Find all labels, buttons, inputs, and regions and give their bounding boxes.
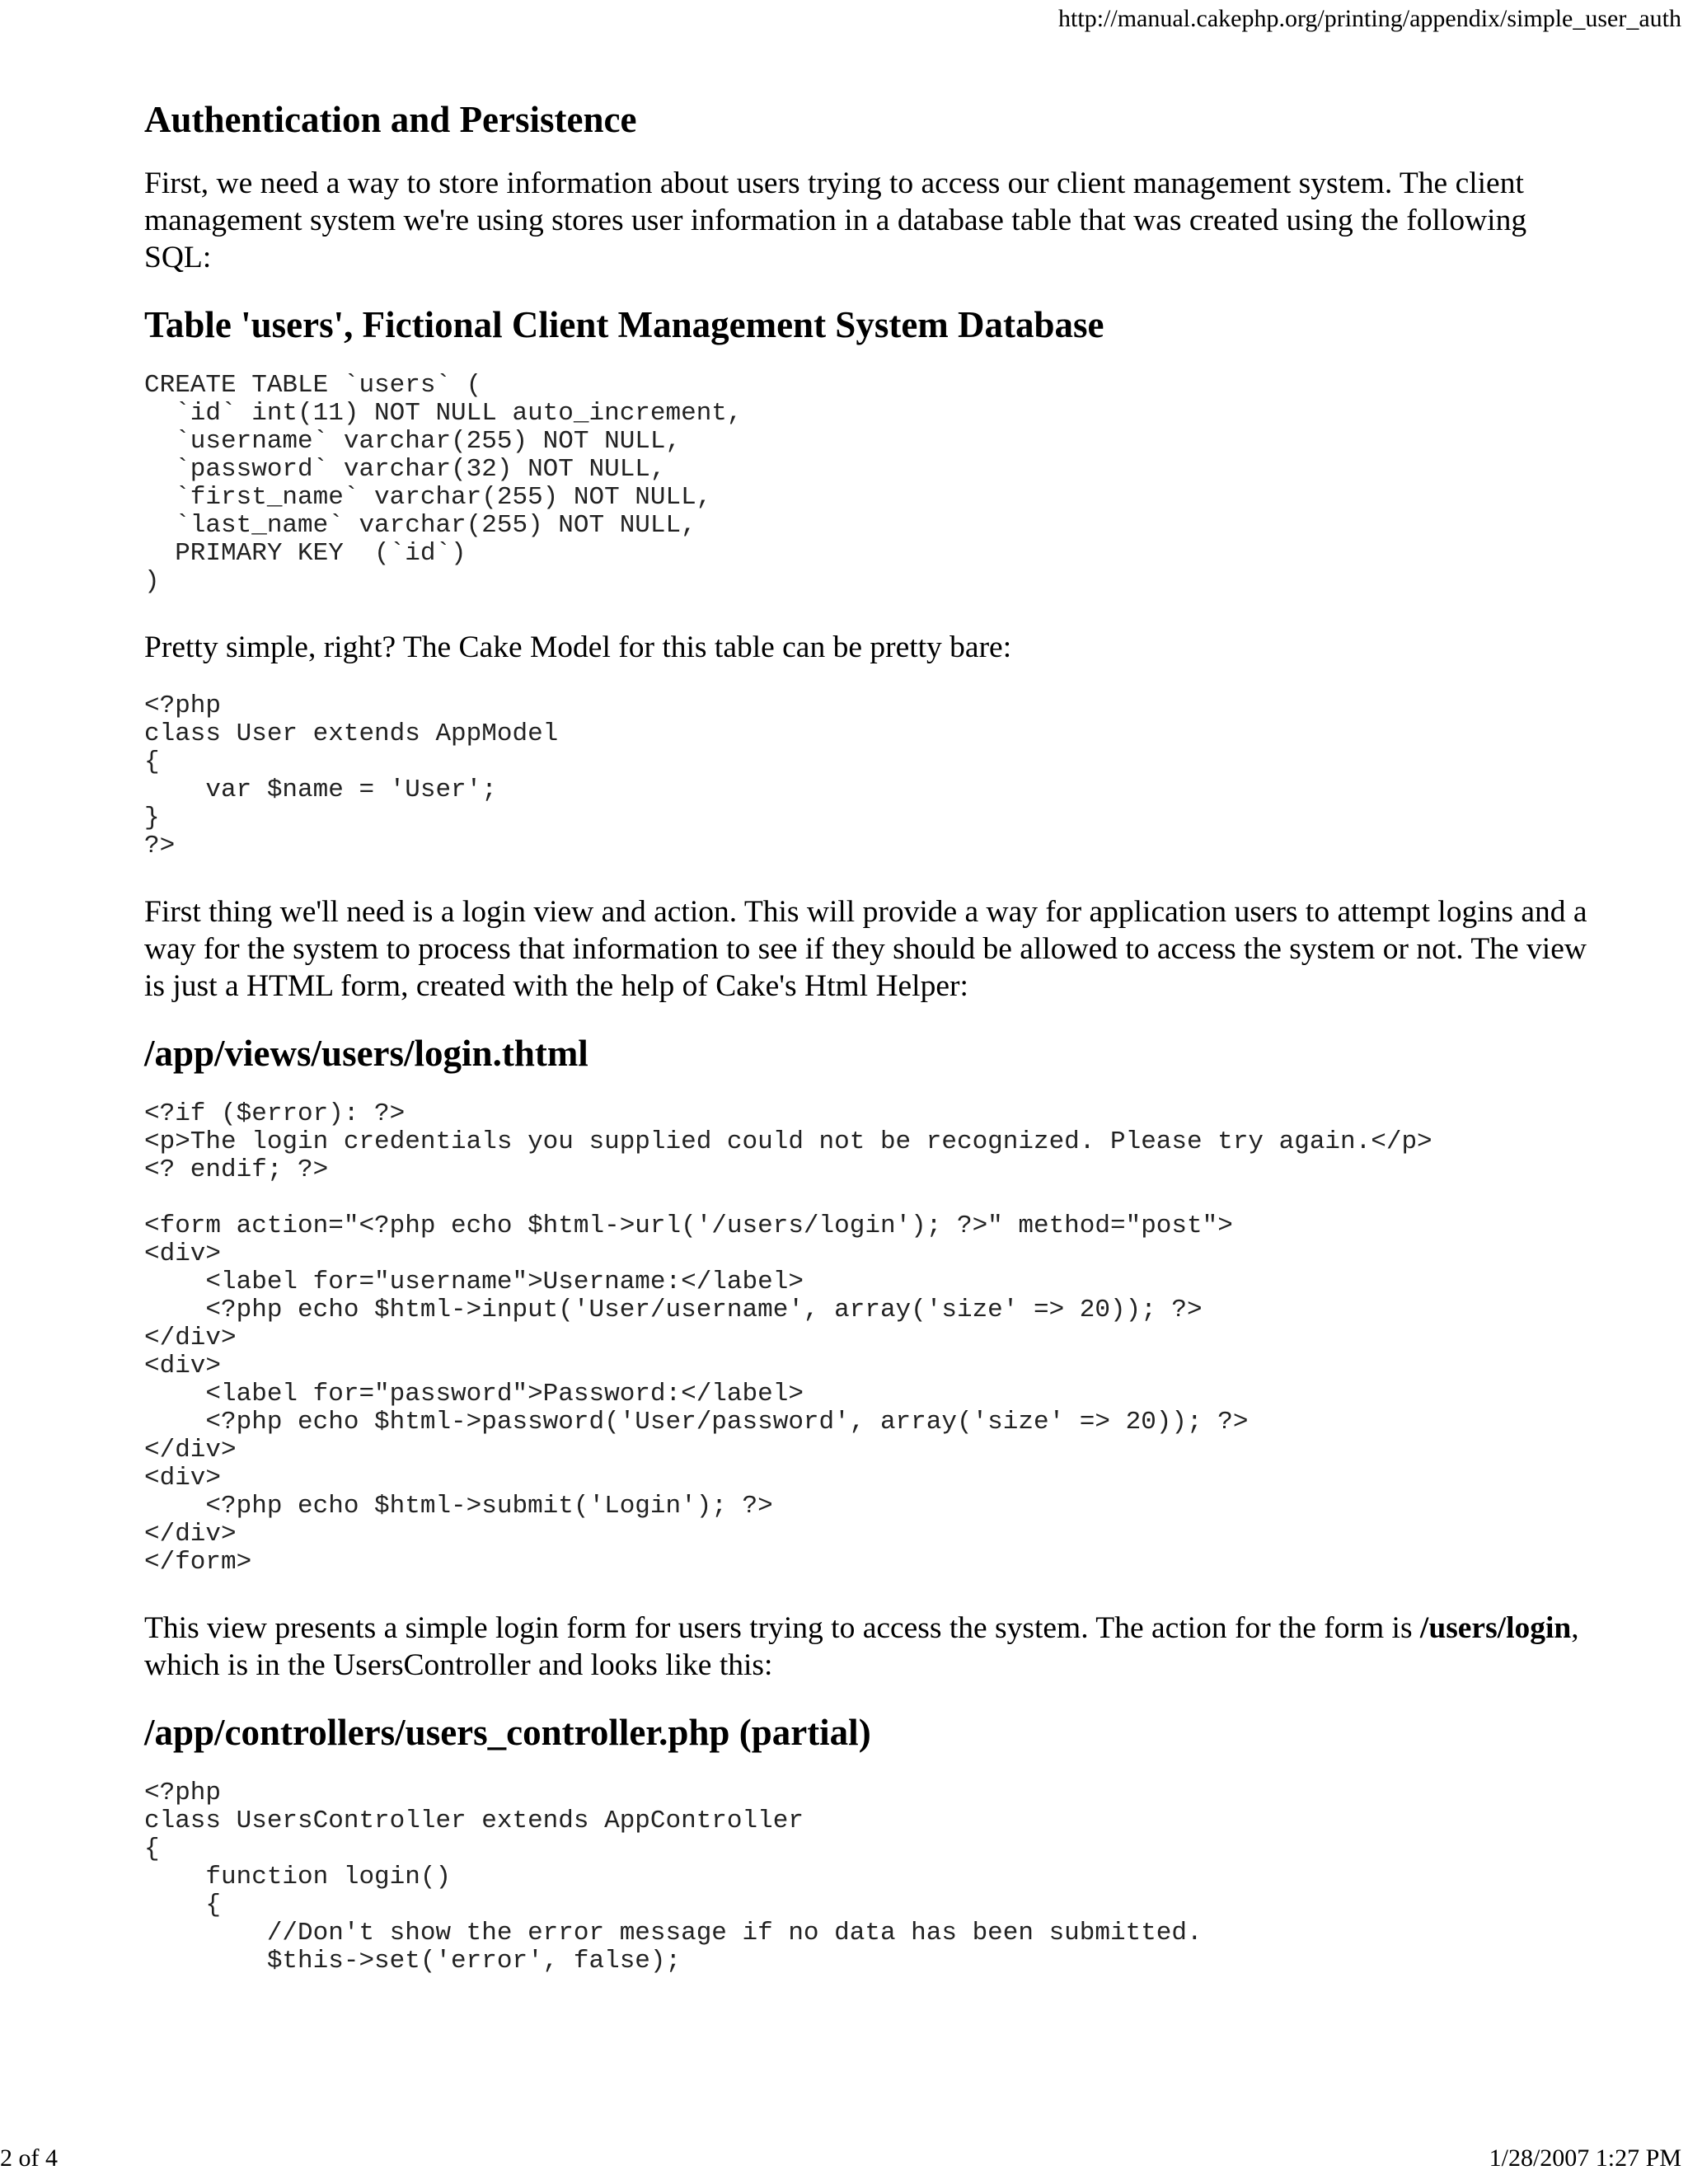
login-action-path: /users/login (1419, 1611, 1572, 1645)
page-indicator: 2 of 4 (0, 2144, 58, 2172)
print-datetime: 1/28/2007 1:27 PM (1489, 2144, 1681, 2172)
login-action-text-after: , which is in the UsersController and looks like this: (144, 1611, 1579, 1682)
intro-paragraph: First, we need a way to store information about users trying to access our client management system. The client management system we're using stores user information in a database table that was created using the following SQL: (144, 166, 1527, 274)
section-title: Authentication and Persistence (144, 99, 637, 140)
users-table-heading: Table 'users', Fictional Client Management System Database (144, 304, 1104, 345)
document-body (144, 97, 1595, 2008)
login-view-code-block: <?if ($error): ?> <p>The login credentials you supplied could not be recognized. Please try again.</p> <? endif; ?> <form action="<?php echo $html->url('/users/login'); ?>" method="post"> <div> <label for="username">Username:</label> <?php echo $html->input('User/username', array('size' => 20)); ?> </div> <div> <label for="password">Password:</label> <?php echo $html->password('User/password', array('size' => 20)); ?> </div> <div> <?php echo $html->submit('Login'); ?> </div> </form> (144, 1099, 1432, 1577)
login-action-paragraph (144, 1610, 1595, 1684)
model-code-block: <?php class User extends AppModel { var $name = 'User'; } ?> (144, 691, 559, 860)
login-view-intro-paragraph: First thing we'll need is a login view and action. This will provide a way for application users to attempt logins and a way for the system to process that information to see if they should be allowed to access the system or not. The view is just a HTML form, created with the help of Cake's Html Helper: (144, 895, 1587, 1003)
model-intro-paragraph: Pretty simple, right? The Cake Model for this table can be pretty bare: (144, 630, 1012, 664)
login-action-text-before: This view presents a simple login form for users trying to access the system. The action for the form is (144, 1611, 1420, 1645)
login-view-heading: /app/views/users/login.thtml (144, 1033, 588, 1074)
page-url-header: http://manual.cakephp.org/printing/appendix/simple_user_auth (1058, 5, 1681, 32)
sql-code-block: CREATE TABLE `users` ( `id` int(11) NOT NULL auto_increment, `username` varchar(255) NOT NULL, `password` varchar(32) NOT NULL, `first_name` varchar(255) NOT NULL, `last_name` varchar(255) NOT NULL, PRIMARY KEY (`id`) ) (144, 371, 743, 596)
controller-code-block: <?php class UsersController extends AppController { function login() { //Don't show the error message if no data has been submitted. $this->set('error', false); (144, 1779, 1203, 1975)
controller-heading: /app/controllers/users_controller.php (partial) (144, 1712, 871, 1753)
